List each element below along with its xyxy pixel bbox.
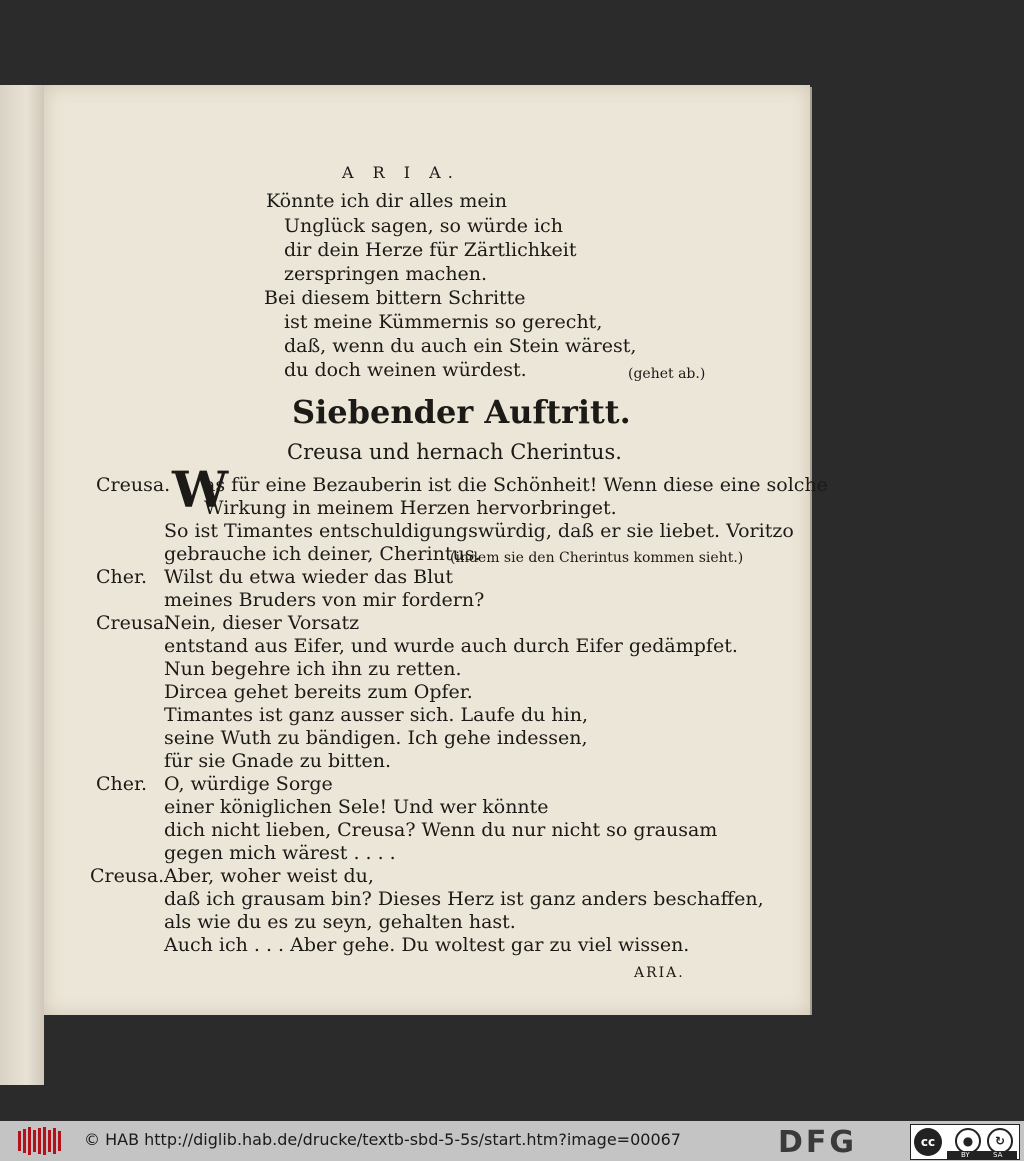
dialog-line: Timantes ist ganz ausser sich. Laufe du hin, [164,704,589,726]
scene-subtitle: Creusa und hernach Cherintus. [287,440,622,464]
aria-line: zerspringen machen. [284,263,488,285]
dialog-line: Auch ich . . . Aber gehe. Du woltest gar zu viel wissen. [164,934,690,956]
aria-line: Unglück sagen, so würde ich [284,215,563,237]
dialog-line: einer königlichen Sele! Und wer könnte [164,796,549,818]
book-page [44,85,828,1015]
dialog-line: dich nicht lieben, Creusa? Wenn du nur nicht so grausam [164,819,718,841]
aria-line: dir dein Herze für Zärtlichkeit [284,239,577,261]
share-alike-icon: ↻ [987,1128,1013,1154]
footer-bar [0,1121,1024,1161]
attribution-icon: ● [955,1128,981,1154]
hab-logo-icon [18,1127,64,1155]
dialog-line: seine Wuth zu bändigen. Ich gehe indessen, [164,727,588,749]
dialog-line: entstand aus Eifer, und wurde auch durch Eifer gedämpfet. [164,635,738,657]
dialog-line: Nein, dieser Vorsatz [164,612,360,634]
speaker-label: Creusa. [96,612,171,634]
speaker-label: Cher. [96,773,148,795]
scene-title: Siebender Auftritt. [292,393,631,431]
speaker-label: Creusa. [90,865,165,887]
drop-cap: W [172,460,229,519]
aria-line: ist meine Kümmernis so gerecht, [284,311,603,333]
by-label: BY [961,1151,970,1159]
aria-heading: A R I A. [342,163,460,182]
dialog-line: gebrauche ich deiner, Cherintus. [164,543,481,565]
dialog-line: als wie du es zu seyn, gehalten hast. [164,911,516,933]
stage-direction: (indem sie den Cherintus kommen sieht.) [450,550,744,566]
aria-line: du doch weinen würdest. [284,359,527,381]
dialog-line: Nun begehre ich ihn zu retten. [164,658,462,680]
dialog-line: Dircea gehet bereits zum Opfer. [164,681,473,703]
adjacent-page-edge [0,85,44,1085]
aria-line: Bei diesem bittern Schritte [264,287,526,309]
dialog-line: Wirkung in meinem Herzen hervorbringet. [204,497,617,519]
dialog-line: O, würdige Sorge [164,773,333,795]
catchword: ARIA. [634,965,685,981]
copyright-url[interactable]: © HAB http://diglib.hab.de/drucke/textb-sbd-5-5s/start.htm?image=00067 [84,1130,681,1149]
dialog-line: Aber, woher weist du, [164,865,374,887]
aria-line: daß, wenn du auch ein Stein wärest, [284,335,637,357]
dialog-line: für sie Gnade zu bitten. [164,750,392,772]
speaker-label: Cher. [96,566,148,588]
dialog-line: daß ich grausam bin? Dieses Herz ist ganz anders beschaffen, [164,888,764,910]
dfg-logo: DFG [778,1125,858,1160]
cc-icon: cc [914,1128,942,1156]
cc-license-badge[interactable] [910,1124,1020,1160]
aria-line: Könnte ich dir alles mein [266,190,507,212]
speaker-label: Creusa. [96,474,171,496]
dialog-line: meines Bruders von mir fordern? [164,589,485,611]
license-bar [947,1151,1017,1159]
sa-label: SA [993,1151,1003,1159]
dialog-line: So ist Timantes entschuldigungswürdig, daß er sie liebet. Voritzo [164,520,794,542]
dialog-line: gegen mich wärest . . . . [164,842,396,864]
stage-direction: (gehet ab.) [628,366,706,382]
dialog-line: as für eine Bezauberin ist die Schönheit! Wenn diese eine solche [204,474,828,496]
dialog-line: Wilst du etwa wieder das Blut [164,566,454,588]
